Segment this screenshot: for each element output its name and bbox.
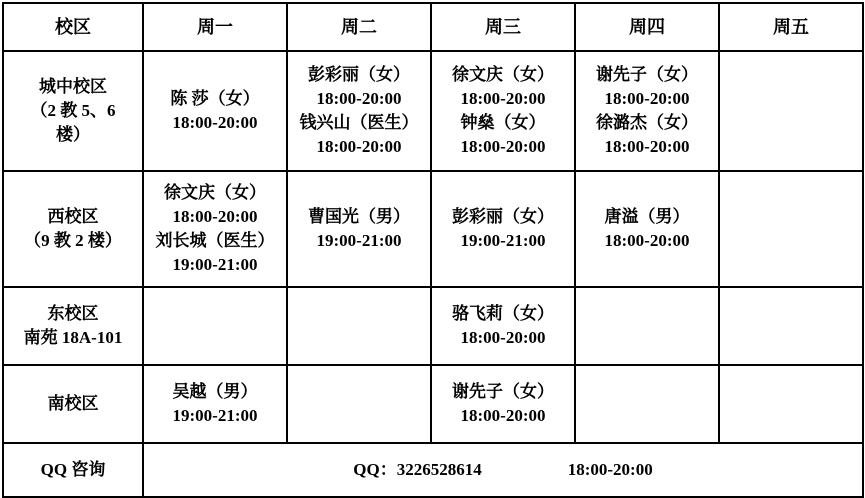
- cell-lines: [290, 205, 428, 253]
- cell-line: 徐潞杰（女）: [596, 113, 698, 132]
- schedule-cell: [431, 365, 575, 443]
- schedule-cell: [143, 171, 287, 287]
- cell-lines: [434, 205, 572, 253]
- qq-value-cell: [143, 443, 863, 497]
- qq-time: 18:00-20:00: [567, 460, 653, 479]
- cell-lines: [146, 380, 284, 428]
- cell-line: 刘长城（医生）: [155, 231, 275, 250]
- cell-line: 曹国光（男）: [308, 207, 410, 226]
- cell-line: 18:00-20:00: [316, 137, 402, 156]
- cell-line: 19:00-21:00: [316, 231, 402, 250]
- cell-line: 徐文庆（女）: [164, 183, 266, 202]
- cell-line: 钱兴山（医生）: [299, 113, 419, 132]
- cell-line: 18:00-20:00: [172, 207, 258, 226]
- cell-line: 彭彩丽（女）: [452, 207, 554, 226]
- campus-line: 南苑 18A-101: [23, 328, 123, 347]
- schedule-cell: [143, 51, 287, 171]
- cell-line: 19:00-21:00: [172, 255, 258, 274]
- cell-line: 彭彩丽（女）: [308, 65, 410, 84]
- schedule-cell: [287, 51, 431, 171]
- schedule-sheet: [0, 2, 865, 483]
- column-header: 周五: [719, 3, 863, 51]
- cell-line: 谢先子（女）: [452, 382, 554, 401]
- cell-lines: [434, 380, 572, 428]
- column-header: 校区: [3, 3, 143, 51]
- cell-lines: [146, 181, 284, 277]
- cell-line: 18:00-20:00: [460, 328, 546, 347]
- cell-line: 唐溢（男）: [604, 207, 690, 226]
- table-row: [3, 287, 863, 365]
- qq-label: QQ 咨询: [3, 443, 143, 497]
- cell-line: 18:00-20:00: [604, 137, 690, 156]
- campus-line: 南校区: [47, 394, 99, 413]
- schedule-cell: [143, 287, 287, 365]
- schedule-cell: [575, 171, 719, 287]
- qq-row: [3, 443, 863, 497]
- cell-line: 徐文庆（女）: [452, 65, 554, 84]
- table-header-row: [3, 3, 863, 51]
- schedule-cell: [431, 51, 575, 171]
- column-header: 周二: [287, 3, 431, 51]
- schedule-cell: [287, 287, 431, 365]
- cell-lines: [434, 63, 572, 159]
- schedule-cell: [719, 365, 863, 443]
- cell-line: 骆飞莉（女）: [452, 304, 554, 323]
- cell-lines: [146, 87, 284, 135]
- campus-line: 西校区: [47, 207, 99, 226]
- cell-lines: [578, 63, 716, 159]
- schedule-cell: [719, 171, 863, 287]
- cell-line: 18:00-20:00: [604, 231, 690, 250]
- cell-line: 陈 莎（女）: [170, 89, 260, 108]
- column-header: 周三: [431, 3, 575, 51]
- cell-line: 18:00-20:00: [604, 89, 690, 108]
- column-header: 周一: [143, 3, 287, 51]
- cell-line: 18:00-20:00: [460, 89, 546, 108]
- cell-line: 18:00-20:00: [172, 113, 258, 132]
- schedule-cell: [287, 171, 431, 287]
- cell-line: 18:00-20:00: [460, 406, 546, 425]
- campus-line: 东校区: [47, 304, 99, 323]
- cell-line: 19:00-21:00: [460, 231, 546, 250]
- schedule-cell: [431, 287, 575, 365]
- cell-line: 19:00-21:00: [172, 406, 258, 425]
- cell-line: 谢先子（女）: [596, 65, 698, 84]
- campus-line: （9 教 2 楼）: [24, 231, 122, 250]
- table-row: [3, 51, 863, 171]
- campus-line: 楼）: [56, 125, 90, 144]
- schedule-cell: [719, 51, 863, 171]
- cell-line: 钟燊（女）: [460, 113, 546, 132]
- schedule-cell: [431, 171, 575, 287]
- qq-number: QQ：3226528614: [353, 460, 482, 479]
- column-header: 周四: [575, 3, 719, 51]
- cell-lines: [434, 302, 572, 350]
- campus-cell: [3, 365, 143, 443]
- schedule-cell: [287, 365, 431, 443]
- cell-lines: [290, 63, 428, 159]
- schedule-table: [2, 2, 864, 498]
- cell-line: 18:00-20:00: [460, 137, 546, 156]
- campus-line: （2 教 5、6: [30, 101, 116, 120]
- cell-lines: [578, 205, 716, 253]
- cell-line: 18:00-20:00: [316, 89, 402, 108]
- table-row: [3, 365, 863, 443]
- campus-cell: [3, 51, 143, 171]
- campus-cell: [3, 171, 143, 287]
- schedule-cell: [575, 365, 719, 443]
- schedule-cell: [719, 287, 863, 365]
- schedule-cell: [143, 365, 287, 443]
- campus-line: 城中校区: [39, 77, 107, 96]
- schedule-cell: [575, 51, 719, 171]
- table-row: [3, 171, 863, 287]
- schedule-cell: [575, 287, 719, 365]
- campus-cell: [3, 287, 143, 365]
- cell-line: 吴越（男）: [172, 382, 258, 401]
